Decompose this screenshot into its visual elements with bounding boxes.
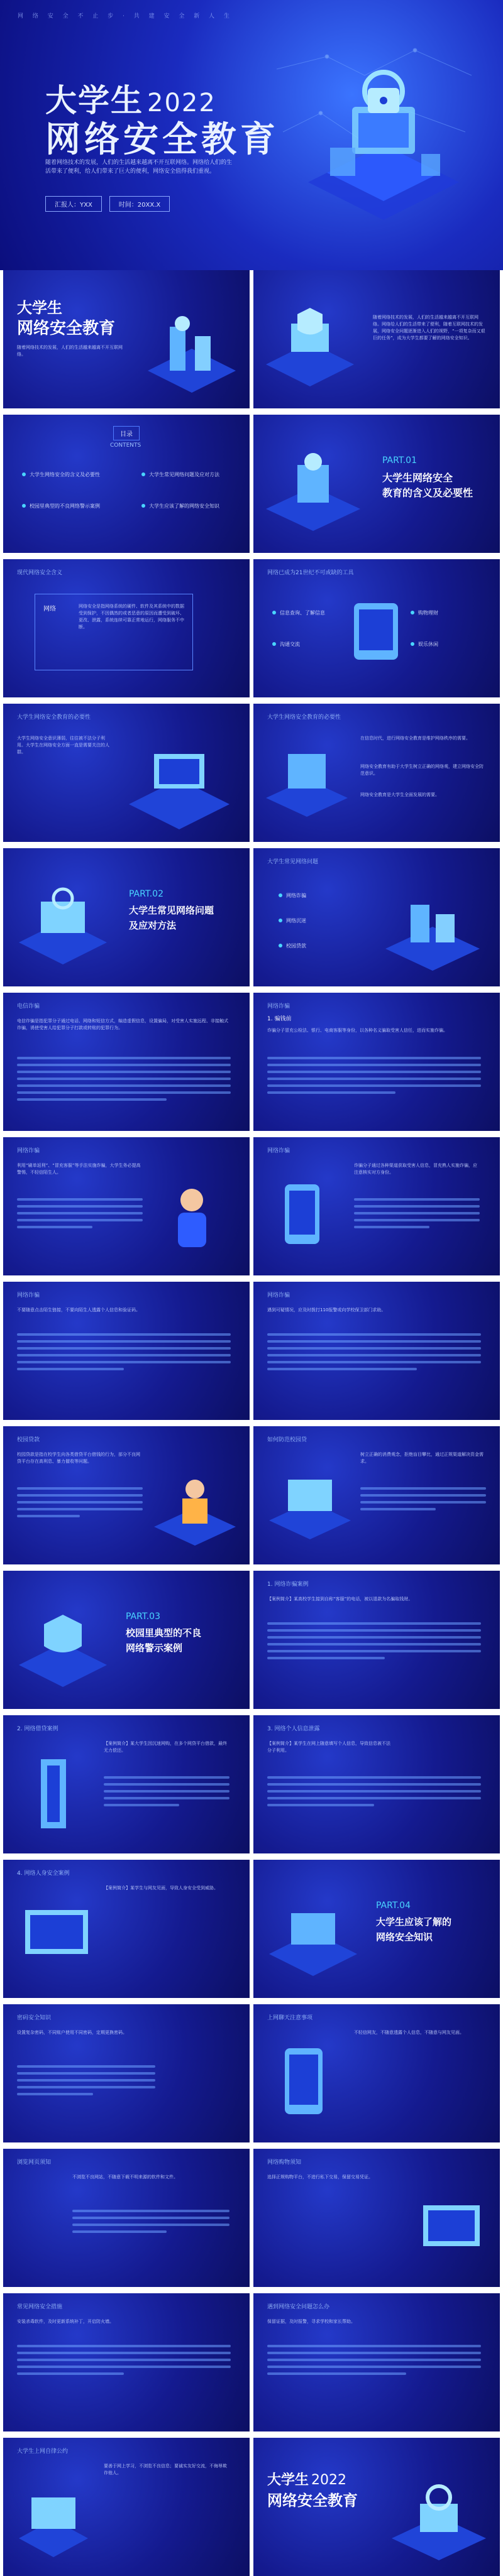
monitor-illustration [417, 2199, 486, 2268]
slide-fraud-5 [253, 1282, 500, 1420]
cover-title-year: 2022 [147, 89, 216, 117]
text-lines [17, 1329, 231, 1375]
slide-body: 利用“刷单返利”、“冒充客服”等手法实施诈骗，大学生务必提高警惕，不轻信陌生人。 [17, 1163, 141, 1175]
cover-description: 随着网络技术的发展，人们的生活越来越离不开互联网络。网络给人们的生活带来了便利，给人们带来了巨大的便利，网络安全值得我们重视。 [45, 160, 233, 175]
slide-part-03 [3, 1571, 250, 1709]
slide-body: 不要随意点击陌生链接，不要向陌生人透露个人信息和验证码。 [17, 1307, 140, 1313]
server-illustration [141, 308, 242, 396]
computer-illustration [123, 735, 236, 829]
screen-illustration [13, 1891, 101, 1979]
part-label: PART.02 [129, 889, 163, 899]
slide-body: 大学生网络安全意识薄弱，往往被不法分子利用。大学生在网络安全方面一直是需要关注的人群。 [17, 736, 109, 755]
slide-body: 保留证据，及时报警，寻求学校和家长帮助。 [267, 2319, 355, 2324]
contents-item[interactable]: 大学生网络安全的含义及必要性 [22, 471, 100, 478]
part-label: PART.04 [376, 1901, 411, 1911]
slide-heading: 大学生常见网络问题 [267, 859, 319, 865]
text-lines [267, 1618, 481, 1664]
text-lines [17, 1194, 143, 1233]
slide-fraud-4 [3, 1282, 250, 1420]
slide-body: 【案例简介】某大学生因沉迷网购，在多个网贷平台借款，最终无力偿还。 [104, 1741, 227, 1753]
slide-heading: 4. 网络人身安全案例 [17, 1870, 70, 1877]
student-desk-illustration [148, 1464, 242, 1552]
contents-item[interactable]: 大学生常见网络问题及应对方法 [141, 471, 219, 478]
date-label: 时间：20XX.X [109, 196, 170, 212]
lock-illustration [385, 2469, 492, 2570]
issue-label: 网络诈骗 [279, 892, 306, 899]
necessity-point: 在信息时代，进行网络安全教育是维护网络秩序的需要。 [360, 736, 470, 741]
slide-heading: 密码安全知识 [17, 2015, 52, 2021]
slide-campus-loan [3, 1426, 250, 1564]
slide-heading: 电信诈骗 [17, 1003, 40, 1010]
slide-heading: 大学生网络安全教育的必要性 [17, 714, 91, 721]
laptop-illustration [263, 1458, 357, 1552]
definition-title: 网络 [43, 606, 56, 613]
reporter-label: 汇报人：YXX [45, 196, 102, 212]
slide-part-01 [253, 415, 500, 553]
slide-heading: 大学生网络安全教育的必要性 [267, 714, 341, 721]
slide-heading: 网络购物须知 [267, 2159, 302, 2166]
device-illustration [348, 597, 404, 672]
slide-body: 【案例简介】某学生在网上随意填写个人信息，导致信息被不法分子利用。 [267, 1741, 390, 1753]
slide-case-4 [3, 1860, 250, 1998]
slide-body: 随着网络技术的发展，人们的生活越来越离不开互联网络。网络给人们的生活带来了便利，随着互联网技术的发展，网络安全问题逐渐进入人们的视野，“一项复杂而又艰巨的任务”，成为大学生都要了解的网络安全知识。 [373, 315, 485, 341]
slide-case-1 [253, 1571, 500, 1709]
part-title-1: 大学生网络安全 [382, 472, 453, 484]
network-illustration [263, 1885, 363, 1985]
text-lines [267, 1052, 481, 1098]
slide-necessity-2 [253, 704, 500, 842]
slide-heading: 网络已成为21世纪不可或缺的工具 [267, 570, 354, 576]
slide-convention [3, 2438, 250, 2576]
part-title-2: 及应对方法 [129, 920, 177, 931]
lock-laptop-illustration [13, 873, 113, 974]
definition-body: 网络安全是指网络系统的硬件、软件及其系统中的数据受到保护，不因偶然的或者恶意的原因而遭受到破坏、更改、泄露，系统连续可靠正常地运行，网络服务不中断。 [79, 604, 184, 630]
contents-item[interactable]: 校园里典型的不良网络警示案例 [22, 503, 100, 510]
phone-scam-illustration [263, 1175, 345, 1257]
slide-body: 不轻信网友，不随意透露个人信息，不随意与网友见面。 [354, 2030, 464, 2035]
server-stack-illustration [379, 880, 486, 974]
slide-body: 遇到可疑情况，应及时拨打110报警或向学校保卫部门求助。 [267, 1307, 386, 1313]
text-lines [360, 1483, 486, 1515]
slide-heading: 现代网络安全含义 [17, 570, 63, 576]
slide-heading: 3. 网络个人信息泄露 [267, 1726, 320, 1732]
slide-body: 校园贷款是指在校学生向各类借贷平台借钱的行为，部分不良网贷平台存在高利息、暴力催收等问题。 [17, 1452, 140, 1464]
warning-illustration [260, 729, 354, 829]
slide-case-2 [3, 1715, 250, 1853]
slide-part-04 [253, 1860, 500, 1998]
slide-contents [3, 415, 250, 553]
slide-ending [253, 2438, 500, 2576]
shield-cloud-illustration [13, 1596, 113, 1696]
part-label: PART.01 [382, 456, 417, 466]
text-lines [17, 2340, 231, 2379]
part-title-1: 大学生常见网络问题 [129, 905, 214, 916]
laptop-shield-illustration [260, 295, 360, 396]
robot-arm-illustration [260, 440, 367, 540]
contents-heading-en: CONTENTS [110, 442, 141, 449]
part-title-2: 教育的含义及必要性 [382, 487, 473, 499]
slide-heading: 网络诈骗 [267, 1292, 290, 1299]
part-title-1: 校园里典型的不良 [126, 1627, 202, 1639]
tool-label: 购物理财 [411, 609, 438, 616]
slide-body: 树立正确的消费观念，拒绝盲目攀比，通过正规渠道解决资金需求。 [360, 1452, 484, 1464]
contents-heading: 目录 [113, 426, 140, 440]
text-lines [72, 2205, 229, 2237]
slide-title-main: 大学生 [17, 299, 62, 317]
necessity-point: 网络安全教育是大学生全面发展的需要。 [360, 792, 439, 797]
slide-intro [253, 270, 500, 408]
slide-common-issues [253, 848, 500, 986]
slide-heading: 网络诈骗 [17, 1292, 40, 1299]
necessity-point: 网络安全教育有助于大学生树立正确的网络观，建立网络安全防范意识。 [360, 764, 484, 776]
slide-loan-prevention [253, 1426, 500, 1564]
slide-part-02 [3, 848, 250, 986]
text-lines [354, 1194, 480, 1233]
phone-illustration [272, 2042, 335, 2124]
slide-shopping [253, 2149, 500, 2287]
slide-body: 【案例简介】某学生与网友见面，导致人身安全受到威胁。 [104, 1886, 218, 1891]
cover-title-main: 大学生 2022 [45, 82, 216, 119]
slide-subheading: 1. 骗钱前 [267, 1016, 292, 1022]
text-lines [267, 1772, 481, 1811]
ending-title-sub: 网络安全教育 [267, 2492, 358, 2509]
slide-chat [253, 2004, 500, 2142]
slide-definition [3, 559, 250, 697]
text-lines [17, 1052, 231, 1105]
slide-body: 选择正规购物平台，不进行私下交易，保留交易凭证。 [267, 2175, 373, 2180]
text-lines [17, 2061, 155, 2100]
slide-body: 电信诈骗是指犯罪分子通过电话、网络和短信方式，编造虚假信息，设置骗局，对受害人实施远程、非接触式诈骗，诱使受害人给犯罪分子打款或转账的犯罪行为。 [17, 1018, 228, 1030]
slide-heading: 如何防范校园贷 [267, 1437, 307, 1443]
slide-network-tool [253, 559, 500, 697]
slide-fraud-3 [253, 1137, 500, 1275]
tool-label: 娱乐休闲 [411, 641, 438, 648]
slide-body: 不浏览不良网站，不随意下载不明来源的软件和文件。 [72, 2175, 178, 2180]
slide-title-sub: 网络安全教育 [17, 319, 116, 338]
slide-heading: 常见网络安全措施 [17, 2304, 63, 2310]
slide-fraud-2 [3, 1137, 250, 1275]
slide-heading: 1. 网络诈骗案例 [267, 1581, 309, 1588]
slide-telecom-fraud [3, 993, 250, 1131]
slide-heading: 大学生上网自律公约 [17, 2448, 69, 2455]
part-title-2: 网络安全知识 [376, 1931, 433, 1943]
slide-heading: 网络诈骗 [17, 1148, 40, 1154]
slide-title-repeat [3, 270, 250, 408]
part-title-2: 网络警示案例 [126, 1642, 183, 1654]
slide-body: 诈骗分子冒充公检法、银行、电商客服等身份，以各种名义骗取受害人信任，进而实施诈骗。 [267, 1028, 448, 1033]
cover-meta [45, 196, 170, 212]
slide-what-to-do [253, 2293, 500, 2431]
slide-browse [3, 2149, 250, 2287]
text-lines [267, 2340, 481, 2379]
slide-necessity-1 [3, 704, 250, 842]
slide-heading: 网络诈骗 [267, 1003, 290, 1010]
slide-body: 要善于网上学习，不浏览不良信息；要诚实友好交流，不侮辱欺诈他人。 [104, 2464, 227, 2475]
ending-title-main: 大学生 2022 [267, 2472, 347, 2488]
text-lines [267, 1329, 481, 1375]
contents-item[interactable]: 大学生应该了解的网络安全知识 [141, 503, 219, 510]
tool-label: 信息查询、了解信息 [272, 609, 325, 616]
cover-title-sub: 网络安全教育 [45, 119, 279, 160]
slide-heading: 浏览网页须知 [17, 2159, 52, 2166]
slide-heading: 网络诈骗 [267, 1148, 290, 1154]
issue-label: 校园贷款 [279, 942, 306, 949]
tower-illustration [16, 1747, 91, 1841]
slide-body: 诈骗分子通过各种渠道获取受害人信息，冒充熟人实施诈骗，应注意核实对方身份。 [354, 1163, 477, 1175]
slide-heading: 遇到网络安全问题怎么办 [267, 2304, 330, 2310]
slide-body: 安装杀毒软件，及时更新系统补丁，开启防火墙。 [17, 2319, 114, 2324]
text-lines [104, 1772, 229, 1811]
cover-slide [0, 0, 503, 270]
slide-password [3, 2004, 250, 2142]
slide-heading: 2. 网络借贷案例 [17, 1726, 58, 1732]
tool-label: 沟通交流 [272, 641, 300, 648]
slide-body: 随着网络技术的发展，人们的生活越来越离不开互联网络。 [17, 345, 123, 357]
part-title-1: 大学生应该了解的 [376, 1916, 452, 1928]
laptop-illustration [13, 2475, 94, 2563]
cover-tagline: 网 络 安 全 不 止 步 · 共 建 安 全 新 人 生 [18, 13, 233, 19]
slide-body: 设置复杂密码，不同账户使用不同密码，定期更换密码。 [17, 2030, 127, 2035]
person-illustration [154, 1181, 236, 1257]
slide-fraud-1 [253, 993, 500, 1131]
part-label: PART.03 [126, 1612, 160, 1622]
slide-security-measures [3, 2293, 250, 2431]
slide-case-3 [253, 1715, 500, 1853]
slide-body: 【案例简介】某高校学生接到自称“客服”的电话，被以退款为名骗取钱财。 [267, 1596, 413, 1602]
issue-label: 网络沉迷 [279, 917, 306, 924]
slide-heading: 上网聊天注意事项 [267, 2015, 313, 2021]
slide-heading: 校园贷款 [17, 1437, 40, 1443]
cyber-security-illustration [270, 38, 478, 226]
text-lines [17, 1483, 143, 1522]
